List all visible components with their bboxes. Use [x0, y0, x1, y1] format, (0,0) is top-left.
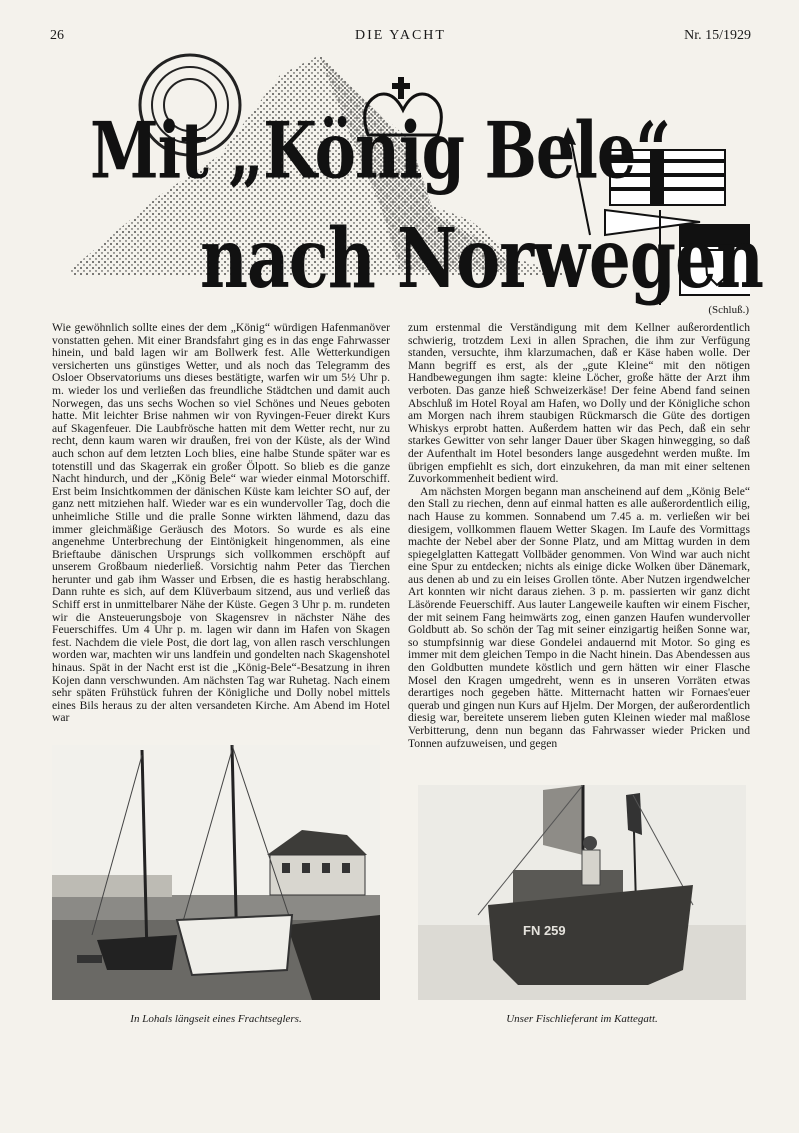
fishing-boat-image — [418, 785, 746, 1000]
left-text-column — [52, 322, 390, 725]
page-number: 26 — [50, 28, 64, 43]
article-title-line-2: nach Norwegen — [200, 209, 763, 307]
magazine-title: DIE YACHT — [355, 28, 446, 43]
photo-fishing-boat — [418, 785, 746, 1000]
photo-caption-kattegatt: Unser Fischlieferant im Kattegatt. — [506, 1013, 658, 1025]
harbor-sailboats-image — [52, 745, 380, 1000]
boat-registration: FN 259 — [523, 923, 566, 938]
right-text-column — [408, 322, 750, 750]
issue-number: Nr. 15/1929 — [684, 28, 751, 43]
photo-caption-lohals: In Lohals längseit eines Frachtseglers. — [130, 1013, 302, 1025]
article-title-line-1: Mit „König Bele“ — [90, 104, 671, 196]
paragraph: zum erstenmal die Verständigung mit dem Kellner außerordentlich schwierig, trotzdem Lexi in allen Sprachen, die ihm zur Verfügung standen, versuchte, ihm klarzumachen, daß er Käse haben wolle. Der Mann begriff es erst, als der „gute Kleine“ mit den nötigen Handbewegungen ihm sagte: kleine Löcher, große hätte der Arzt ihm verboten. Das ganze hieß Schweizerkäse! Der feine Abend fand seinen Abschluß im Hotel Royal am Hafen, wo Dolly und der Königliche schon am Morgen nach ihrem staubigen Rückmarsch die Güte des dortigen Whiskys erprobt hatten. Außerdem hatten wir das Pech, daß ein sehr starkes Gewitter von sehr langer Dauer über Skagen hinwegging, so daß der Aufenthalt im Hotel besonders lange ausgedehnt werden mußte. Im übrigen empfiehlt es sich, dort einzukehren, da man mit einer seltenen Zuvorkommenheit bedient wird. — [408, 321, 750, 486]
article-subtitle: (Schluß.) — [708, 304, 749, 316]
photo-harbor-lohals — [52, 745, 380, 1000]
title-illustration — [50, 45, 763, 307]
paragraph: Am nächsten Morgen begann man anscheinend auf dem „König Bele“ den Stall zu riechen, denn auf einmal hatten es alle außerordentlich eilig, nach Hause zu kommen. Sonnabend um 7.45 a. m. verließen wir bei diesigem, vollkommen flauem Wetter Skagen. Im Laufe des Vormittags machte der Nebel aber der Sonne Platz, und am Mittag wurden in dem spiegelglatten Kattegatt Vollbäder genommen. Von Wind war auch nicht eine Spur zu entdecken; nichts als einige dicke Wolken über Dänemark, aus denen ab und zu ein leises Grollen tönte. Aber Nutzen irgendwelcher Art konnten wir nicht daraus ziehen. 3 p. m. passierten wir ganz dicht Läsörende Feuerschiff. Aus lauter Langeweile kauften wir einem Fischer, der mit seinem Fang heimwärts zog, einen ganzen Haufen wundervoller Goldbutt ab. So schön der Tag mit seiner einzigartig heißen Sonne war, so stumpfsinnig war diese Gondelei andauernd mit Motor. So ging es immer mit dem gleichen Tempo in die Nacht hinein. Das Abendessen aus den Goldbutten mundete köstlich und gern hätten wir einer Flasche Mosel den Kragen umgedreht, wenn es in unseren Vorräten etwas derartiges noch gegeben hätte. Mitternacht hatten wir Fornaes'euer querab und gingen nun Kurs auf Hjelm. Der Morgen, der außerordentlich diesig war, bereitete unserem lieben guten Kleinen wieder mal maßlose Verbitterung, denn nun begann das Fahrwasser wieder Pricken und Tonnen aufzuweisen, und gegen — [408, 484, 750, 750]
paragraph: Wie gewöhnlich sollte eines der dem „König“ würdigen Hafenmanöver vonstatten gehen. Mit einer Brandsfahrt ging es in das enge Fahrwasser hinein, und bald lagen wir am Bollwerk fest. Alle Wetterkundigen versicherten uns günstiges Wetter, und als noch das Telegramm des Osloer Observatoriums uns dieses bestätigte, warfen wir um 5½ Uhr p. m. wieder los und verließen das freundliche Städtchen und damit auch Norwegen, das uns sechs Wochen so viel Schönes und Neues geboten hatte. Mit leichter Brise nahmen wir von Ryvingen-Feuer direkt Kurs auf Skagenfeuer. Die Laubfrösche hatten mit dem Wetter recht, nur zu recht, denn kaum waren wir draußen, frei von der Küste, als der Wind auch schon auf dem letzten Loch blies, eine halbe Stunde später war es totenstill und das Skagerrak ein großer Ölpott. So blieb es die ganze Nacht hindurch, und der „König Bele“ war wieder einmal Motorschiff. Erst beim Insichtkommen der dänischen Küste kam leichter SO auf, der ganz nett mitziehen half. Wieder war es ein wundervoller Tag, doch die unheimliche Stille und die pralle Sonne wirkten lähmend, dazu das immer gleichmäßige Geräusch des Motors. So wurde es als eine angenehme Unterbrechung der Eintönigkeit hingenommen, als eine Brieftaube dänischen Ursprungs sich vollkommen erschöpft auf unserem Großbaum niederließ. Vorsichtig nahm Peter das Tierchen herunter und gab ihm Wasser und Erbsen, die es hastig herabschlang. Dann ruhte es sich, auf dem Klüverbaum sitzend, aus und verließ das Schiff erst in unmittelbarer Nähe der Küste. Gegen 3 Uhr p. m. rundeten wir die Ansteuerungsboje von Skagensrev in nächster Nähe des Feuerschiffes. Um 4 Uhr p. m. lagen wir dann im Hafen von Skagen fest. Nachdem die viele Post, die dort lag, von allen rasch verschlungen worden war, machten wir uns landfein und gondelten nach Skagenshotel hinaus. Spät in der Nacht erst ist die „König-Bele“-Besatzung in ihren Kojen dann verschwunden. Am nächsten Tag war Ruhetag. Nach einem sehr späten Frühstück fuhren der Königliche und Dolly nobel mittels eines Bils heraus zu der alten versandeten Kirche. Am Abend im Hotel war — [52, 321, 390, 725]
